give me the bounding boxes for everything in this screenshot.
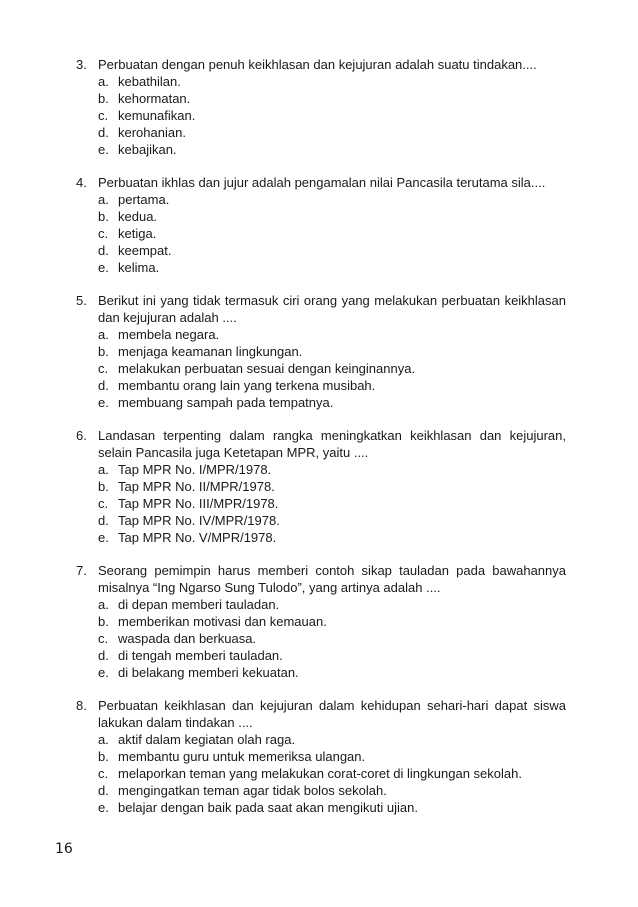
option-letter: c. xyxy=(98,361,109,376)
option-b xyxy=(98,343,566,360)
option-letter: b. xyxy=(98,91,109,106)
option-text: Tap MPR No. III/MPR/1978. xyxy=(118,496,279,511)
option-letter: d. xyxy=(98,243,109,258)
option-e xyxy=(98,259,566,276)
option-text: ketiga. xyxy=(118,226,157,241)
question-7 xyxy=(76,562,566,681)
question-number: 4. xyxy=(76,175,87,190)
option-a xyxy=(98,191,566,208)
option-letter: c. xyxy=(98,226,109,241)
question-5 xyxy=(76,292,566,411)
option-letter: b. xyxy=(98,344,109,359)
option-a xyxy=(98,731,566,748)
option-d xyxy=(98,124,566,141)
option-text: kemunafikan. xyxy=(118,108,196,123)
option-b xyxy=(98,613,566,630)
question-text: Seorang pemimpin harus memberi contoh sikap tauladan pada bawahannya misalnya “Ing Ngarso Sung Tulodo”, yang artinya adalah .... xyxy=(98,563,566,595)
option-letter: c. xyxy=(98,108,109,123)
option-text: melaporkan teman yang melakukan corat-coret di lingkungan sekolah. xyxy=(118,766,522,781)
option-e xyxy=(98,394,566,411)
page-number: 16 xyxy=(55,841,73,857)
question-6 xyxy=(76,427,566,546)
question-number: 8. xyxy=(76,698,87,713)
question-text: Perbuatan ikhlas dan jujur adalah pengamalan nilai Pancasila terutama sila.... xyxy=(98,175,546,190)
option-letter: a. xyxy=(98,732,109,747)
option-a xyxy=(98,326,566,343)
question-number: 7. xyxy=(76,563,87,578)
question-8 xyxy=(76,697,566,816)
option-text: membantu orang lain yang terkena musibah. xyxy=(118,378,376,393)
option-text: keempat. xyxy=(118,243,172,258)
option-letter: d. xyxy=(98,378,109,393)
question-list xyxy=(76,56,566,832)
option-b xyxy=(98,478,566,495)
answer-options xyxy=(76,461,566,546)
option-letter: b. xyxy=(98,479,109,494)
option-text: mengingatkan teman agar tidak bolos sekolah. xyxy=(118,783,387,798)
option-b xyxy=(98,748,566,765)
option-text: Tap MPR No. IV/MPR/1978. xyxy=(118,513,280,528)
option-text: di tengah memberi tauladan. xyxy=(118,648,283,663)
option-letter: a. xyxy=(98,462,109,477)
answer-options xyxy=(76,73,566,158)
option-text: Tap MPR No. II/MPR/1978. xyxy=(118,479,275,494)
question-number: 5. xyxy=(76,293,87,308)
option-text: di belakang memberi kekuatan. xyxy=(118,665,299,680)
option-text: menjaga keamanan lingkungan. xyxy=(118,344,303,359)
option-letter: e. xyxy=(98,530,109,545)
option-text: membantu guru untuk memeriksa ulangan. xyxy=(118,749,366,764)
option-d xyxy=(98,242,566,259)
option-c xyxy=(98,630,566,647)
question-number: 3. xyxy=(76,57,87,72)
option-letter: d. xyxy=(98,783,109,798)
question-text: Perbuatan keikhlasan dan kejujuran dalam kehidupan sehari-hari dapat siswa lakukan dalam tindakan .... xyxy=(98,698,566,730)
option-text: kelima. xyxy=(118,260,160,275)
option-text: di depan memberi tauladan. xyxy=(118,597,280,612)
question-3 xyxy=(76,56,566,158)
option-letter: d. xyxy=(98,513,109,528)
option-letter: c. xyxy=(98,631,109,646)
option-letter: e. xyxy=(98,260,109,275)
option-letter: a. xyxy=(98,74,109,89)
answer-options xyxy=(76,191,566,276)
option-letter: b. xyxy=(98,209,109,224)
option-text: waspada dan berkuasa. xyxy=(118,631,257,646)
question-text: Perbuatan dengan penuh keikhlasan dan kejujuran adalah suatu tindakan.... xyxy=(98,57,537,72)
question-number: 6. xyxy=(76,428,87,443)
option-letter: c. xyxy=(98,496,109,511)
option-e xyxy=(98,799,566,816)
option-text: kerohanian. xyxy=(118,125,186,140)
option-text: kehormatan. xyxy=(118,91,191,106)
option-text: Tap MPR No. V/MPR/1978. xyxy=(118,530,277,545)
option-text: kebathilan. xyxy=(118,74,181,89)
question-4 xyxy=(76,174,566,276)
option-letter: a. xyxy=(98,597,109,612)
option-text: aktif dalam kegiatan olah raga. xyxy=(118,732,296,747)
option-e xyxy=(98,141,566,158)
option-e xyxy=(98,529,566,546)
option-letter: e. xyxy=(98,395,109,410)
option-letter: c. xyxy=(98,766,109,781)
question-text: Landasan terpenting dalam rangka meningkatkan keikhlasan dan kejujuran, selain Pancasila juga Ketetapan MPR, yaitu .... xyxy=(98,428,566,460)
option-letter: b. xyxy=(98,614,109,629)
option-letter: e. xyxy=(98,142,109,157)
option-c xyxy=(98,765,566,782)
option-letter: a. xyxy=(98,327,109,342)
option-letter: e. xyxy=(98,800,109,815)
answer-options xyxy=(76,596,566,681)
option-b xyxy=(98,90,566,107)
option-a xyxy=(98,596,566,613)
option-letter: b. xyxy=(98,749,109,764)
option-d xyxy=(98,377,566,394)
option-c xyxy=(98,225,566,242)
option-text: melakukan perbuatan sesuai dengan keinginannya. xyxy=(118,361,416,376)
option-text: pertama. xyxy=(118,192,170,207)
option-text: Tap MPR No. I/MPR/1978. xyxy=(118,462,272,477)
option-text: membuang sampah pada tempatnya. xyxy=(118,395,334,410)
option-d xyxy=(98,782,566,799)
option-letter: d. xyxy=(98,648,109,663)
option-c xyxy=(98,495,566,512)
option-e xyxy=(98,664,566,681)
option-d xyxy=(98,647,566,664)
option-text: memberikan motivasi dan kemauan. xyxy=(118,614,327,629)
option-letter: a. xyxy=(98,192,109,207)
answer-options xyxy=(76,326,566,411)
question-text: Berikut ini yang tidak termasuk ciri orang yang melakukan perbuatan keikhlasan dan kejujuran adalah .... xyxy=(98,293,566,325)
option-d xyxy=(98,512,566,529)
option-letter: d. xyxy=(98,125,109,140)
option-b xyxy=(98,208,566,225)
option-a xyxy=(98,73,566,90)
option-a xyxy=(98,461,566,478)
option-c xyxy=(98,360,566,377)
option-text: kedua. xyxy=(118,209,158,224)
option-text: kebajikan. xyxy=(118,142,177,157)
option-letter: e. xyxy=(98,665,109,680)
answer-options xyxy=(76,731,566,816)
option-text: membela negara. xyxy=(118,327,220,342)
option-text: belajar dengan baik pada saat akan mengikuti ujian. xyxy=(118,800,418,815)
option-c xyxy=(98,107,566,124)
